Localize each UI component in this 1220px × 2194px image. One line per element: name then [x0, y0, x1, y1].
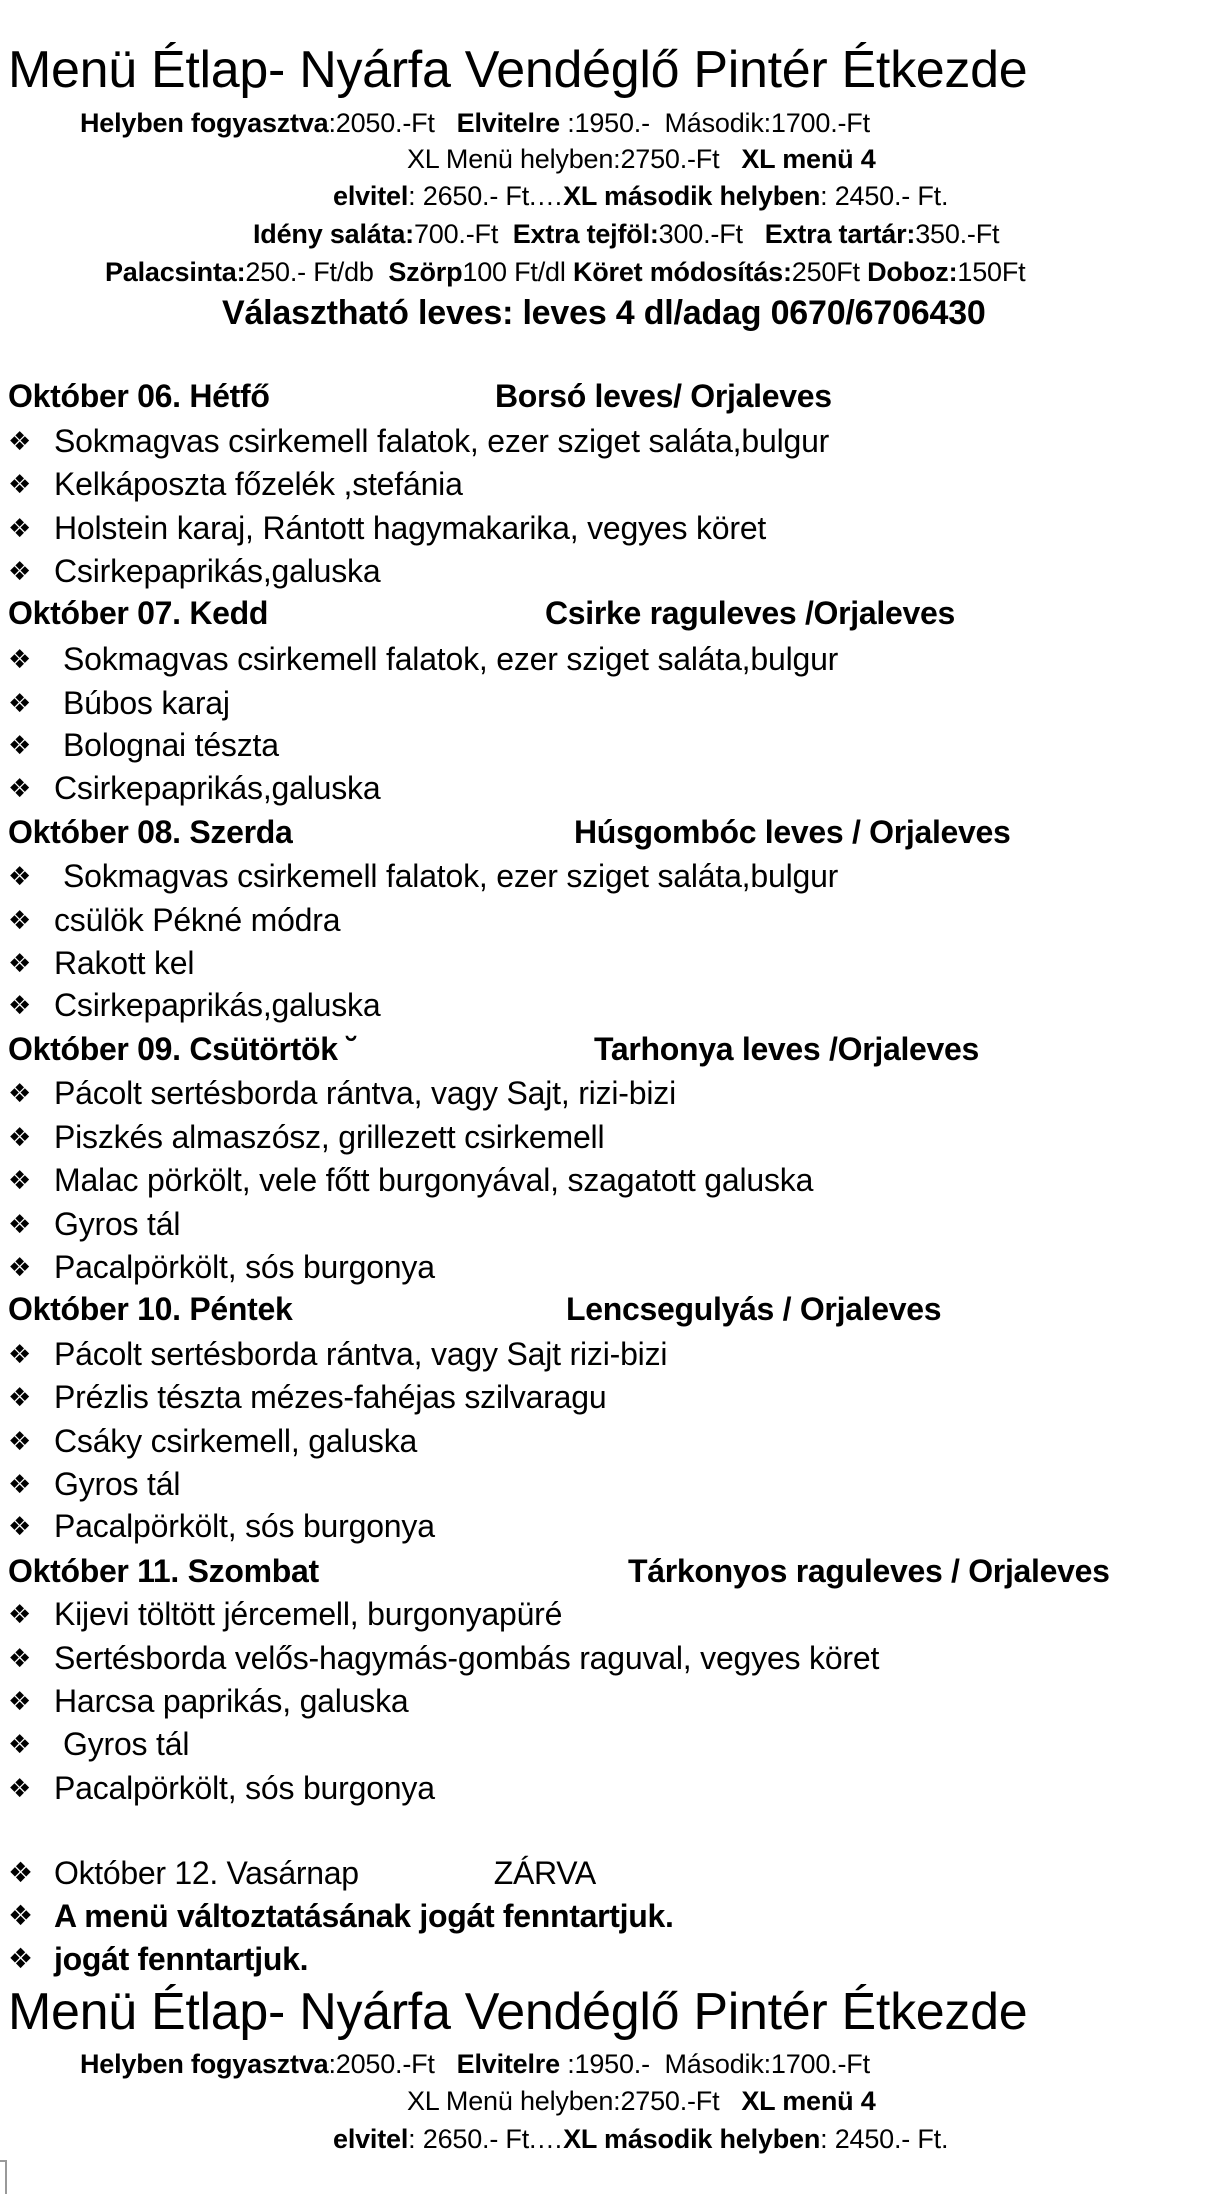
- day-header: [8, 1033, 357, 1065]
- day-soup: Húsgombóc leves / Orjaleves: [574, 814, 1011, 850]
- price-value: :2050.-Ft: [328, 2049, 457, 2079]
- menu-item: [8, 1642, 879, 1674]
- price-label: Idény saláta:: [253, 219, 414, 249]
- sunday-day: Október 12. Vasárnap: [54, 1855, 359, 1891]
- price-value: : 2650.- Ft.…: [408, 2124, 564, 2154]
- price-line-1-repeat: [80, 2051, 870, 2078]
- bullet-icon: ❖: [8, 557, 32, 587]
- menu-item: [8, 425, 829, 457]
- menu-item: [8, 1468, 180, 1500]
- bullet-icon: ❖: [8, 1079, 32, 1109]
- price-value: :1950.- Második:1700.-Ft: [559, 108, 870, 138]
- soup-choice-line: Választható leves: leves 4 dl/adag 0670/6706430: [222, 294, 986, 332]
- bullet-icon: ❖: [8, 1730, 32, 1760]
- menu-title: Menü Étlap- Nyárfa Vendéglő Pintér Étkezde: [8, 41, 1028, 99]
- price-value: 150Ft: [957, 257, 1026, 287]
- bullet-icon: ❖: [8, 1470, 32, 1500]
- menu-item: [8, 1338, 667, 1370]
- menu-item: [8, 643, 838, 675]
- menu-item-text: Csirkepaprikás,galuska: [54, 987, 381, 1023]
- price-value: :2050.-Ft: [328, 108, 457, 138]
- menu-item-text: Gyros tál: [54, 1466, 181, 1502]
- price-value: XL Menü helyben:2750.-Ft: [407, 144, 742, 174]
- bullet-icon: ❖: [8, 906, 32, 936]
- note-row: [8, 1900, 674, 1932]
- day-soup: Lencsegulyás / Orjaleves: [566, 1291, 942, 1327]
- price-value: 300.-Ft: [658, 219, 765, 249]
- menu-item-text: Pacalpörkölt, sós burgonya: [54, 1508, 435, 1544]
- menu-item: [8, 1685, 408, 1717]
- day-name: Október 09. Csütörtök ˘: [8, 1031, 357, 1067]
- price-line-2: [407, 146, 876, 173]
- menu-item-text: Sokmagvas csirkemell falatok, ezer sziget saláta,bulgur: [63, 641, 839, 677]
- price-value: 100 Ft/dl: [462, 257, 573, 287]
- price-label: Elvitelre: [456, 108, 560, 138]
- price-value: : 2450.- Ft.: [820, 2124, 949, 2154]
- price-line-1: [80, 110, 870, 137]
- menu-item-text: Pácolt sertésborda rántva, vagy Sajt, rizi-bizi: [54, 1075, 676, 1111]
- menu-item-text: Gyros tál: [63, 1726, 190, 1762]
- day-name: Október 08. Szerda: [8, 814, 293, 850]
- day-header: [8, 380, 270, 412]
- menu-item-text: Sertésborda velős-hagymás-gombás raguval, vegyes köret: [54, 1640, 880, 1676]
- price-label: elvitel: [333, 2124, 409, 2154]
- menu-item: [8, 1164, 813, 1196]
- bullet-icon: ❖: [8, 1774, 32, 1804]
- bullet-icon: ❖: [8, 1123, 32, 1153]
- price-label: XL második helyben: [563, 2124, 821, 2154]
- price-value: 700.-Ft: [413, 219, 513, 249]
- day-header: [8, 1555, 319, 1587]
- menu-item-text: Pacalpörkölt, sós burgonya: [54, 1249, 435, 1285]
- price-line-2-repeat: [407, 2088, 876, 2115]
- price-value: XL Menü helyben:2750.-Ft: [407, 2086, 742, 2116]
- menu-item-text: Holstein karaj, Rántott hagymakarika, vegyes köret: [54, 510, 767, 546]
- bullet-icon: ❖: [8, 1340, 32, 1370]
- menu-item: [8, 1598, 562, 1630]
- price-line-5: [105, 259, 1025, 286]
- menu-item-text: Harcsa paprikás, galuska: [54, 1683, 409, 1719]
- note-text: jogát fenntartjuk.: [54, 1941, 309, 1977]
- day-name: Október 06. Hétfő: [8, 378, 270, 414]
- price-label: Helyben fogyasztva: [80, 108, 329, 138]
- menu-item: [8, 860, 838, 892]
- day-soup: Tarhonya leves /Orjaleves: [594, 1031, 980, 1067]
- bullet-icon: ❖: [8, 470, 32, 500]
- bullet-icon: ❖: [8, 1253, 32, 1283]
- menu-item: [8, 1381, 606, 1413]
- price-value: :1950.- Második:1700.-Ft: [559, 2049, 870, 2079]
- menu-item-text: csülök Pékné módra: [54, 902, 341, 938]
- price-label: Elvitelre: [456, 2049, 560, 2079]
- menu-item-text: Rakott kel: [54, 945, 195, 981]
- menu-item-text: Pacalpörkölt, sós burgonya: [54, 1770, 435, 1806]
- day-name: Október 11. Szombat: [8, 1553, 319, 1589]
- menu-item-text: Csirkepaprikás,galuska: [54, 770, 381, 806]
- menu-item-text: Sokmagvas csirkemell falatok, ezer sziget saláta,bulgur: [54, 423, 830, 459]
- sunday-row: [8, 1857, 596, 1889]
- price-label: Köret módosítás:: [572, 257, 792, 287]
- price-value: : 2450.- Ft.: [820, 181, 949, 211]
- bullet-icon: ❖: [8, 1512, 32, 1542]
- menu-item-text: Búbos karaj: [63, 685, 230, 721]
- menu-item: [8, 772, 380, 804]
- bullet-icon: ❖: [8, 427, 32, 457]
- menu-item-text: Sokmagvas csirkemell falatok, ezer sziget saláta,bulgur: [63, 858, 839, 894]
- menu-title-repeat: Menü Étlap- Nyárfa Vendéglő Pintér Étkezde: [8, 1983, 1028, 2041]
- note-row: [8, 1943, 308, 1975]
- menu-item-text: Pácolt sertésborda rántva, vagy Sajt rizi-bizi: [54, 1336, 668, 1372]
- price-value: 250Ft: [791, 257, 868, 287]
- bullet-icon: ❖: [8, 949, 32, 979]
- menu-item: [8, 904, 340, 936]
- price-value: 250.- Ft/db: [245, 257, 389, 287]
- price-line-3-repeat: [333, 2126, 948, 2153]
- price-label: XL menü 4: [741, 144, 876, 174]
- menu-item: [8, 1728, 189, 1760]
- day-soup: Tárkonyos raguleves / Orjaleves: [628, 1553, 1110, 1589]
- menu-item-text: Gyros tál: [54, 1206, 181, 1242]
- bullet-icon: ❖: [8, 731, 32, 761]
- day-soup: Csirke raguleves /Orjaleves: [545, 595, 955, 631]
- bullet-icon: ❖: [8, 645, 32, 675]
- menu-item: [8, 989, 380, 1021]
- sunday-status: ZÁRVA: [493, 1855, 596, 1891]
- menu-item: [8, 1251, 435, 1283]
- bullet-icon: ❖: [8, 689, 32, 719]
- note-text: A menü változtatásának jogát fenntartjuk.: [54, 1898, 674, 1934]
- price-value: 350.-Ft: [915, 219, 1000, 249]
- page-corner-mark: [0, 2160, 7, 2194]
- bullet-icon: ❖: [8, 991, 32, 1021]
- price-label: elvitel: [333, 181, 409, 211]
- menu-item: [8, 1425, 417, 1457]
- bullet-icon: ❖: [8, 1600, 32, 1630]
- menu-item: [8, 947, 194, 979]
- menu-item: [8, 687, 230, 719]
- menu-item-text: Bolognai tészta: [63, 727, 279, 763]
- price-line-4: [253, 221, 999, 248]
- menu-item-text: Csáky csirkemell, galuska: [54, 1423, 418, 1459]
- bullet-icon: ❖: [8, 1644, 32, 1674]
- bullet-icon: ❖: [8, 1687, 32, 1717]
- price-label: Palacsinta:: [105, 257, 246, 287]
- menu-item: [8, 468, 463, 500]
- menu-item: [8, 1772, 435, 1804]
- menu-item: [8, 729, 279, 761]
- bullet-icon: ❖: [8, 1166, 32, 1196]
- menu-item: [8, 1121, 604, 1153]
- price-value: : 2650.- Ft.…: [408, 181, 564, 211]
- bullet-icon: ❖: [8, 1210, 32, 1240]
- day-name: Október 10. Péntek: [8, 1291, 293, 1327]
- day-name: Október 07. Kedd: [8, 595, 269, 631]
- day-header: [8, 1293, 293, 1325]
- price-line-3: [333, 183, 948, 210]
- price-label: Extra tejföl:: [512, 219, 659, 249]
- menu-item-text: Csirkepaprikás,galuska: [54, 553, 381, 589]
- bullet-icon: ❖: [8, 1383, 32, 1413]
- bullet-icon: ❖: [8, 1856, 33, 1889]
- menu-item: [8, 1510, 435, 1542]
- menu-item: [8, 1208, 180, 1240]
- bullet-icon: ❖: [8, 862, 32, 892]
- price-label: Szörp: [388, 257, 463, 287]
- day-header: [8, 816, 293, 848]
- bullet-icon: ❖: [8, 1427, 32, 1457]
- bullet-icon: ❖: [8, 774, 32, 804]
- menu-item-text: Kijevi töltött jércemell, burgonyapüré: [54, 1596, 563, 1632]
- menu-item: [8, 555, 380, 587]
- menu-item-text: Kelkáposzta főzelék ,stefánia: [54, 466, 463, 502]
- price-label: Helyben fogyasztva: [80, 2049, 329, 2079]
- bullet-icon: ❖: [8, 514, 32, 544]
- day-header: [8, 597, 268, 629]
- menu-item: [8, 1077, 676, 1109]
- menu-item-text: Piszkés almaszósz, grillezett csirkemell: [54, 1119, 605, 1155]
- menu-item-text: Prézlis tészta mézes-fahéjas szilvaragu: [54, 1379, 607, 1415]
- price-label: XL második helyben: [563, 181, 821, 211]
- price-label: XL menü 4: [741, 2086, 876, 2116]
- price-label: Extra tartár:: [764, 219, 916, 249]
- menu-item: [8, 512, 766, 544]
- price-label: Doboz:: [867, 257, 958, 287]
- day-soup: Borsó leves/ Orjaleves: [495, 378, 832, 414]
- menu-item-text: Malac pörkölt, vele főtt burgonyával, szagatott galuska: [54, 1162, 814, 1198]
- bullet-icon: ❖: [8, 1899, 33, 1932]
- bullet-icon: ❖: [8, 1942, 33, 1975]
